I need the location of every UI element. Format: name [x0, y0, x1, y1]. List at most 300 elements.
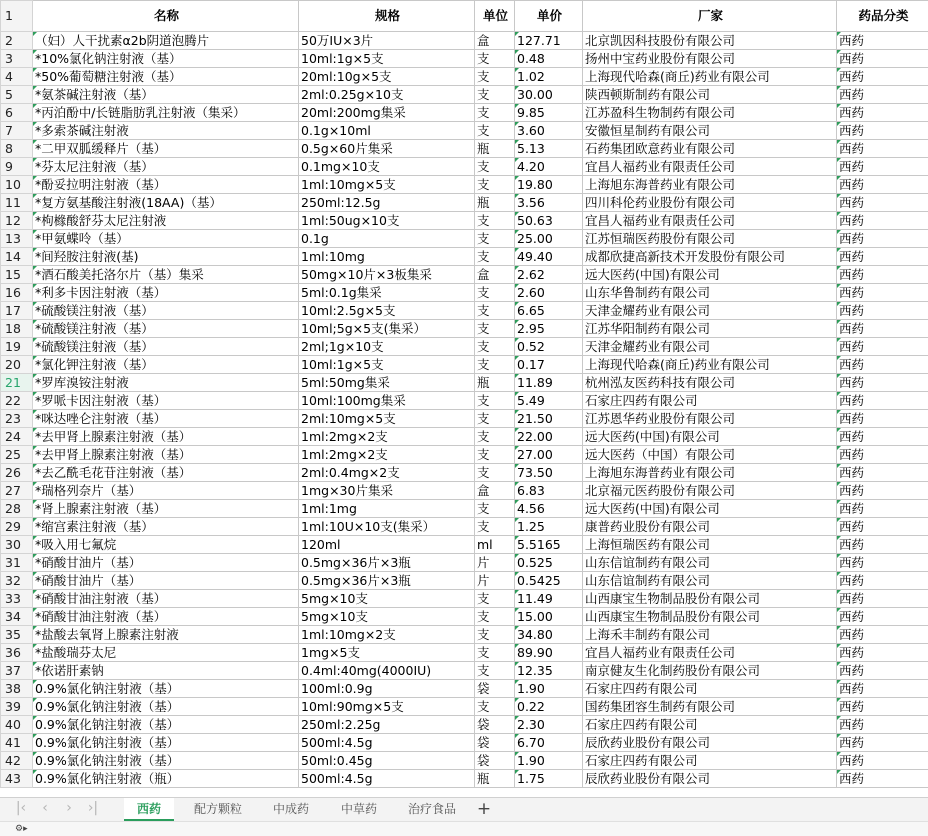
cell-price[interactable]: 5.5165: [515, 536, 583, 554]
cell-name[interactable]: *酚妥拉明注射液（基）: [33, 176, 299, 194]
last-sheet-icon[interactable]: ›|: [86, 800, 100, 816]
cell-spec[interactable]: 1ml:2mg×2支: [299, 428, 475, 446]
cell-name[interactable]: *硫酸镁注射液（基）: [33, 338, 299, 356]
cell-category[interactable]: 西药: [837, 626, 928, 644]
cell-maker[interactable]: 石家庄四药有限公司: [583, 752, 837, 770]
cell-spec[interactable]: 5mg×10支: [299, 608, 475, 626]
cell-unit[interactable]: 片: [475, 554, 515, 572]
cell-name[interactable]: *枸橼酸舒芬太尼注射液: [33, 212, 299, 230]
row-header[interactable]: 8: [1, 140, 33, 158]
cell-maker[interactable]: 扬州中宝药业股份有限公司: [583, 50, 837, 68]
cell-price[interactable]: 0.525: [515, 554, 583, 572]
cell-unit[interactable]: 支: [475, 392, 515, 410]
row-header[interactable]: 11: [1, 194, 33, 212]
cell-maker[interactable]: 上海禾丰制药有限公司: [583, 626, 837, 644]
cell-spec[interactable]: 0.1mg×10支: [299, 158, 475, 176]
row-header[interactable]: 32: [1, 572, 33, 590]
cell-unit[interactable]: 支: [475, 230, 515, 248]
cell-name[interactable]: *复方氨基酸注射液(18AA)（基）: [33, 194, 299, 212]
cell-name[interactable]: （妇）人干扰素α2b阴道泡腾片: [33, 32, 299, 50]
cell-name[interactable]: *间羟胺注射液(基): [33, 248, 299, 266]
row-header[interactable]: 23: [1, 410, 33, 428]
cell-unit[interactable]: 瓶: [475, 374, 515, 392]
cell-maker[interactable]: 石药集团欧意药业有限公司: [583, 140, 837, 158]
cell-category[interactable]: 西药: [837, 122, 928, 140]
cell-price[interactable]: 49.40: [515, 248, 583, 266]
cell-spec[interactable]: 0.5g×60片集采: [299, 140, 475, 158]
cell-maker[interactable]: 江苏华阳制药有限公司: [583, 320, 837, 338]
cell-maker[interactable]: 上海现代哈森(商丘)药业有限公司: [583, 68, 837, 86]
cell-category[interactable]: 西药: [837, 86, 928, 104]
cell-unit[interactable]: 支: [475, 464, 515, 482]
cell-name[interactable]: *硝酸甘油注射液（基）: [33, 608, 299, 626]
cell-unit[interactable]: 支: [475, 68, 515, 86]
cell-category[interactable]: 西药: [837, 752, 928, 770]
header-cell-spec[interactable]: 规格: [299, 1, 475, 32]
cell-price[interactable]: 1.25: [515, 518, 583, 536]
row-header[interactable]: 30: [1, 536, 33, 554]
row-header[interactable]: 37: [1, 662, 33, 680]
cell-category[interactable]: 西药: [837, 428, 928, 446]
cell-category[interactable]: 西药: [837, 248, 928, 266]
prev-sheet-icon[interactable]: ‹: [38, 800, 52, 816]
cell-maker[interactable]: 南京健友生化制药股份有限公司: [583, 662, 837, 680]
cell-maker[interactable]: 陕西顿斯制药有限公司: [583, 86, 837, 104]
cell-category[interactable]: 西药: [837, 482, 928, 500]
cell-name[interactable]: *依诺肝素钠: [33, 662, 299, 680]
cell-maker[interactable]: 山西康宝生物制品股份有限公司: [583, 590, 837, 608]
cell-maker[interactable]: 山东华鲁制药有限公司: [583, 284, 837, 302]
cell-category[interactable]: 西药: [837, 392, 928, 410]
cell-spec[interactable]: 50mg×10片×3板集采: [299, 266, 475, 284]
cell-unit[interactable]: 支: [475, 608, 515, 626]
cell-spec[interactable]: 10ml;5g×5支(集采）: [299, 320, 475, 338]
cell-unit[interactable]: 瓶: [475, 140, 515, 158]
cell-unit[interactable]: 支: [475, 302, 515, 320]
cell-name[interactable]: *硫酸镁注射液（基）: [33, 302, 299, 320]
row-header[interactable]: 36: [1, 644, 33, 662]
cell-maker[interactable]: 远大医药(中国)有限公司: [583, 428, 837, 446]
cell-spec[interactable]: 2ml:10mg×5支: [299, 410, 475, 428]
row-header[interactable]: 9: [1, 158, 33, 176]
cell-category[interactable]: 西药: [837, 194, 928, 212]
cell-maker[interactable]: 北京福元医药股份有限公司: [583, 482, 837, 500]
cell-category[interactable]: 西药: [837, 608, 928, 626]
cell-category[interactable]: 西药: [837, 158, 928, 176]
cell-unit[interactable]: 支: [475, 428, 515, 446]
cell-price[interactable]: 6.65: [515, 302, 583, 320]
cell-maker[interactable]: 江苏恒瑞医药股份有限公司: [583, 230, 837, 248]
cell-price[interactable]: 2.60: [515, 284, 583, 302]
cell-spec[interactable]: 5ml:50mg集采: [299, 374, 475, 392]
cell-spec[interactable]: 500ml:4.5g: [299, 734, 475, 752]
cell-spec[interactable]: 10ml:1g×5支: [299, 356, 475, 374]
cell-price[interactable]: 0.52: [515, 338, 583, 356]
cell-spec[interactable]: 1ml:50ug×10支: [299, 212, 475, 230]
cell-category[interactable]: 西药: [837, 284, 928, 302]
cell-maker[interactable]: 江苏盈科生物制药有限公司: [583, 104, 837, 122]
tab-peifang-keli[interactable]: 配方颗粒: [188, 798, 248, 821]
cell-category[interactable]: 西药: [837, 410, 928, 428]
row-header[interactable]: 29: [1, 518, 33, 536]
cell-unit[interactable]: 支: [475, 212, 515, 230]
row-header[interactable]: 1: [1, 1, 33, 32]
cell-name[interactable]: *去乙酰毛花苷注射液（基）: [33, 464, 299, 482]
cell-name[interactable]: *丙泊酚中/长链脂肪乳注射液（集采）: [33, 104, 299, 122]
row-header[interactable]: 43: [1, 770, 33, 788]
row-header[interactable]: 19: [1, 338, 33, 356]
row-header[interactable]: 14: [1, 248, 33, 266]
cell-unit[interactable]: 片: [475, 572, 515, 590]
cell-price[interactable]: 6.70: [515, 734, 583, 752]
cell-price[interactable]: 1.90: [515, 752, 583, 770]
cell-spec[interactable]: 50ml:0.45g: [299, 752, 475, 770]
row-header[interactable]: 28: [1, 500, 33, 518]
cell-category[interactable]: 西药: [837, 212, 928, 230]
cell-maker[interactable]: 北京凯因科技股份有限公司: [583, 32, 837, 50]
tab-xiyao[interactable]: 西药: [124, 798, 174, 821]
cell-spec[interactable]: 10ml:90mg×5支: [299, 698, 475, 716]
cell-category[interactable]: 西药: [837, 680, 928, 698]
cell-unit[interactable]: 支: [475, 248, 515, 266]
row-header[interactable]: 27: [1, 482, 33, 500]
cell-category[interactable]: 西药: [837, 518, 928, 536]
cell-name[interactable]: 0.9%氯化钠注射液（基）: [33, 752, 299, 770]
cell-maker[interactable]: 石家庄四药有限公司: [583, 392, 837, 410]
cell-price[interactable]: 1.02: [515, 68, 583, 86]
cell-maker[interactable]: 石家庄四药有限公司: [583, 716, 837, 734]
row-header[interactable]: 22: [1, 392, 33, 410]
cell-spec[interactable]: 0.5mg×36片×3瓶: [299, 554, 475, 572]
cell-price[interactable]: 1.75: [515, 770, 583, 788]
cell-category[interactable]: 西药: [837, 338, 928, 356]
cell-maker[interactable]: 山东信谊制药有限公司: [583, 572, 837, 590]
cell-name[interactable]: *咪达唑仑注射液（基）: [33, 410, 299, 428]
cell-price[interactable]: 34.80: [515, 626, 583, 644]
cell-maker[interactable]: 远大医药(中国)有限公司: [583, 500, 837, 518]
cell-price[interactable]: 4.20: [515, 158, 583, 176]
cell-maker[interactable]: 成都欣捷高新技术开发股份有限公司: [583, 248, 837, 266]
cell-name[interactable]: *盐酸瑞芬太尼: [33, 644, 299, 662]
cell-unit[interactable]: 支: [475, 644, 515, 662]
cell-unit[interactable]: 袋: [475, 752, 515, 770]
row-header[interactable]: 12: [1, 212, 33, 230]
row-header[interactable]: 33: [1, 590, 33, 608]
cell-name[interactable]: *肾上腺素注射液（基）: [33, 500, 299, 518]
cell-name[interactable]: *10%氯化钠注射液（基）: [33, 50, 299, 68]
cell-unit[interactable]: 支: [475, 104, 515, 122]
cell-maker[interactable]: 上海旭东海普药业有限公司: [583, 464, 837, 482]
cell-category[interactable]: 西药: [837, 320, 928, 338]
cell-price[interactable]: 5.49: [515, 392, 583, 410]
cell-category[interactable]: 西药: [837, 266, 928, 284]
cell-spec[interactable]: 1ml:2mg×2支: [299, 446, 475, 464]
cell-price[interactable]: 4.56: [515, 500, 583, 518]
cell-spec[interactable]: 120ml: [299, 536, 475, 554]
cell-price[interactable]: 21.50: [515, 410, 583, 428]
cell-category[interactable]: 西药: [837, 572, 928, 590]
row-header[interactable]: 7: [1, 122, 33, 140]
cell-unit[interactable]: 瓶: [475, 194, 515, 212]
cell-category[interactable]: 西药: [837, 446, 928, 464]
cell-unit[interactable]: 支: [475, 356, 515, 374]
cell-name[interactable]: 0.9%氯化钠注射液（基）: [33, 698, 299, 716]
cell-price[interactable]: 50.63: [515, 212, 583, 230]
cell-spec[interactable]: 1ml:10mg×2支: [299, 626, 475, 644]
cell-unit[interactable]: 支: [475, 284, 515, 302]
row-header[interactable]: 38: [1, 680, 33, 698]
cell-price[interactable]: 5.13: [515, 140, 583, 158]
row-header[interactable]: 21: [1, 374, 33, 392]
row-header[interactable]: 34: [1, 608, 33, 626]
cell-spec[interactable]: 5ml:0.1g集采: [299, 284, 475, 302]
cell-spec[interactable]: 250ml:12.5g: [299, 194, 475, 212]
cell-price[interactable]: 22.00: [515, 428, 583, 446]
cell-name[interactable]: *二甲双胍缓释片（基）: [33, 140, 299, 158]
row-header[interactable]: 10: [1, 176, 33, 194]
cell-category[interactable]: 西药: [837, 734, 928, 752]
cell-price[interactable]: 89.90: [515, 644, 583, 662]
cell-price[interactable]: 0.5425: [515, 572, 583, 590]
cell-unit[interactable]: 支: [475, 320, 515, 338]
cell-name[interactable]: *甲氨蝶呤（基）: [33, 230, 299, 248]
cell-maker[interactable]: 安徽恒星制药有限公司: [583, 122, 837, 140]
cell-spec[interactable]: 1mg×5支: [299, 644, 475, 662]
cell-name[interactable]: *氯化钾注射液（基）: [33, 356, 299, 374]
cell-category[interactable]: 西药: [837, 68, 928, 86]
cell-category[interactable]: 西药: [837, 50, 928, 68]
cell-price[interactable]: 19.80: [515, 176, 583, 194]
cell-spec[interactable]: 10ml:1g×5支: [299, 50, 475, 68]
header-cell-price[interactable]: 单价: [515, 1, 583, 32]
cell-spec[interactable]: 2ml;1g×10支: [299, 338, 475, 356]
cell-unit[interactable]: 袋: [475, 716, 515, 734]
cell-price[interactable]: 27.00: [515, 446, 583, 464]
cell-category[interactable]: 西药: [837, 104, 928, 122]
row-header[interactable]: 35: [1, 626, 33, 644]
cell-maker[interactable]: 上海现代哈森(商丘)药业有限公司: [583, 356, 837, 374]
cell-spec[interactable]: 1ml:10U×10支(集采）: [299, 518, 475, 536]
cell-category[interactable]: 西药: [837, 644, 928, 662]
cell-name[interactable]: 0.9%氯化钠注射液（瓶）: [33, 770, 299, 788]
row-header[interactable]: 31: [1, 554, 33, 572]
row-header[interactable]: 15: [1, 266, 33, 284]
cell-spec[interactable]: 1ml:10mg: [299, 248, 475, 266]
cell-price[interactable]: 11.49: [515, 590, 583, 608]
cell-spec[interactable]: 2ml:0.25g×10支: [299, 86, 475, 104]
row-header[interactable]: 42: [1, 752, 33, 770]
cell-price[interactable]: 0.17: [515, 356, 583, 374]
cell-maker[interactable]: 江苏恩华药业股份有限公司: [583, 410, 837, 428]
cell-spec[interactable]: 1ml:1mg: [299, 500, 475, 518]
cell-name[interactable]: *硝酸甘油注射液（基）: [33, 590, 299, 608]
cell-name[interactable]: 0.9%氯化钠注射液（基）: [33, 680, 299, 698]
cell-maker[interactable]: 石家庄四药有限公司: [583, 680, 837, 698]
cell-unit[interactable]: 盒: [475, 32, 515, 50]
cell-name[interactable]: *多索茶碱注射液: [33, 122, 299, 140]
cell-unit[interactable]: 瓶: [475, 770, 515, 788]
cell-spec[interactable]: 20ml:10g×5支: [299, 68, 475, 86]
cell-maker[interactable]: 上海恒瑞医药有限公司: [583, 536, 837, 554]
cell-name[interactable]: *芬太尼注射液（基）: [33, 158, 299, 176]
first-sheet-icon[interactable]: |‹: [14, 800, 28, 816]
cell-category[interactable]: 西药: [837, 176, 928, 194]
cell-category[interactable]: 西药: [837, 356, 928, 374]
cell-unit[interactable]: 盒: [475, 266, 515, 284]
row-header[interactable]: 4: [1, 68, 33, 86]
cell-name[interactable]: *硝酸甘油片（基）: [33, 572, 299, 590]
cell-spec[interactable]: 5mg×10支: [299, 590, 475, 608]
row-header[interactable]: 3: [1, 50, 33, 68]
row-header[interactable]: 5: [1, 86, 33, 104]
row-header[interactable]: 16: [1, 284, 33, 302]
cell-category[interactable]: 西药: [837, 374, 928, 392]
cell-maker[interactable]: 远大医药（中国）有限公司: [583, 446, 837, 464]
cell-spec[interactable]: 0.1g: [299, 230, 475, 248]
cell-maker[interactable]: 山东信谊制药有限公司: [583, 554, 837, 572]
cell-name[interactable]: 0.9%氯化钠注射液（基）: [33, 716, 299, 734]
cell-unit[interactable]: 支: [475, 86, 515, 104]
cell-spec[interactable]: 0.1g×10ml: [299, 122, 475, 140]
cell-spec[interactable]: 500ml:4.5g: [299, 770, 475, 788]
row-header[interactable]: 41: [1, 734, 33, 752]
cell-unit[interactable]: 支: [475, 176, 515, 194]
cell-unit[interactable]: 盒: [475, 482, 515, 500]
cell-maker[interactable]: 康普药业股份有限公司: [583, 518, 837, 536]
cell-maker[interactable]: 宜昌人福药业有限责任公司: [583, 158, 837, 176]
cell-maker[interactable]: 宜昌人福药业有限责任公司: [583, 212, 837, 230]
cell-category[interactable]: 西药: [837, 500, 928, 518]
header-cell-maker[interactable]: 厂家: [583, 1, 837, 32]
cell-price[interactable]: 6.83: [515, 482, 583, 500]
row-header[interactable]: 25: [1, 446, 33, 464]
cell-category[interactable]: 西药: [837, 140, 928, 158]
cell-name[interactable]: *50%葡萄糖注射液（基）: [33, 68, 299, 86]
cell-unit[interactable]: 支: [475, 662, 515, 680]
cell-price[interactable]: 11.89: [515, 374, 583, 392]
cell-spec[interactable]: 1ml:10mg×5支: [299, 176, 475, 194]
row-header[interactable]: 17: [1, 302, 33, 320]
cell-maker[interactable]: 远大医药(中国)有限公司: [583, 266, 837, 284]
cell-unit[interactable]: 支: [475, 518, 515, 536]
cell-unit[interactable]: 支: [475, 698, 515, 716]
cell-price[interactable]: 30.00: [515, 86, 583, 104]
cell-name[interactable]: 0.9%氯化钠注射液（基）: [33, 734, 299, 752]
cell-price[interactable]: 73.50: [515, 464, 583, 482]
cell-maker[interactable]: 山西康宝生物制品股份有限公司: [583, 608, 837, 626]
cell-price[interactable]: 2.30: [515, 716, 583, 734]
header-cell-category[interactable]: 药品分类: [837, 1, 928, 32]
header-cell-unit[interactable]: 单位: [475, 1, 515, 32]
cell-maker[interactable]: 辰欣药业股份有限公司: [583, 770, 837, 788]
cell-unit[interactable]: 支: [475, 500, 515, 518]
cell-spec[interactable]: 10ml:2.5g×5支: [299, 302, 475, 320]
cell-unit[interactable]: 支: [475, 410, 515, 428]
cell-spec[interactable]: 100ml:0.9g: [299, 680, 475, 698]
cell-price[interactable]: 2.95: [515, 320, 583, 338]
row-header[interactable]: 24: [1, 428, 33, 446]
cell-category[interactable]: 西药: [837, 698, 928, 716]
cell-name[interactable]: *去甲肾上腺素注射液（基）: [33, 428, 299, 446]
cell-maker[interactable]: 天津金耀药业有限公司: [583, 302, 837, 320]
cell-category[interactable]: 西药: [837, 302, 928, 320]
cell-price[interactable]: 25.00: [515, 230, 583, 248]
cell-name[interactable]: *酒石酸美托洛尔片（基）集采: [33, 266, 299, 284]
cell-price[interactable]: 0.48: [515, 50, 583, 68]
cell-name[interactable]: *罗哌卡因注射液（基）: [33, 392, 299, 410]
cell-price[interactable]: 1.90: [515, 680, 583, 698]
cell-maker[interactable]: 上海旭东海普药业有限公司: [583, 176, 837, 194]
cell-name[interactable]: *去甲肾上腺素注射液（基）: [33, 446, 299, 464]
cell-spec[interactable]: 10ml:100mg集采: [299, 392, 475, 410]
cell-category[interactable]: 西药: [837, 716, 928, 734]
header-cell-name[interactable]: 名称: [33, 1, 299, 32]
cell-maker[interactable]: 天津金耀药业有限公司: [583, 338, 837, 356]
cell-name[interactable]: *瑞格列奈片（基）: [33, 482, 299, 500]
cell-unit[interactable]: 支: [475, 50, 515, 68]
cell-price[interactable]: 12.35: [515, 662, 583, 680]
cell-unit[interactable]: 袋: [475, 734, 515, 752]
row-header[interactable]: 20: [1, 356, 33, 374]
cell-maker[interactable]: 国药集团容生制药有限公司: [583, 698, 837, 716]
row-header[interactable]: 18: [1, 320, 33, 338]
row-header[interactable]: 26: [1, 464, 33, 482]
cell-name[interactable]: *硫酸镁注射液（基）: [33, 320, 299, 338]
cell-price[interactable]: 3.56: [515, 194, 583, 212]
next-sheet-icon[interactable]: ›: [62, 800, 76, 816]
cell-unit[interactable]: 支: [475, 158, 515, 176]
cell-price[interactable]: 15.00: [515, 608, 583, 626]
cell-spec[interactable]: 0.5mg×36片×3瓶: [299, 572, 475, 590]
row-header[interactable]: 6: [1, 104, 33, 122]
cell-unit[interactable]: 支: [475, 626, 515, 644]
cell-maker[interactable]: 杭州泓友医药科技有限公司: [583, 374, 837, 392]
row-header[interactable]: 2: [1, 32, 33, 50]
cell-unit[interactable]: 支: [475, 338, 515, 356]
cell-spec[interactable]: 1mg×30片集采: [299, 482, 475, 500]
cell-spec[interactable]: 250ml:2.25g: [299, 716, 475, 734]
cell-name[interactable]: *氨茶碱注射液（基）: [33, 86, 299, 104]
cell-unit[interactable]: ml: [475, 536, 515, 554]
cell-category[interactable]: 西药: [837, 770, 928, 788]
cell-spec[interactable]: 20ml:200mg集采: [299, 104, 475, 122]
cell-category[interactable]: 西药: [837, 536, 928, 554]
cell-category[interactable]: 西药: [837, 590, 928, 608]
cell-name[interactable]: *吸入用七氟烷: [33, 536, 299, 554]
cell-unit[interactable]: 支: [475, 122, 515, 140]
cell-category[interactable]: 西药: [837, 464, 928, 482]
cell-maker[interactable]: 宜昌人福药业有限责任公司: [583, 644, 837, 662]
cell-category[interactable]: 西药: [837, 662, 928, 680]
row-header[interactable]: 13: [1, 230, 33, 248]
tab-zhongchengyao[interactable]: 中成药: [262, 798, 320, 821]
tab-zhongcaoyao[interactable]: 中草药: [334, 798, 384, 821]
cell-spec[interactable]: 2ml:0.4mg×2支: [299, 464, 475, 482]
cell-category[interactable]: 西药: [837, 32, 928, 50]
macro-icon[interactable]: ⚙▸: [15, 824, 28, 834]
cell-price[interactable]: 2.62: [515, 266, 583, 284]
cell-price[interactable]: 0.22: [515, 698, 583, 716]
cell-name[interactable]: *利多卡因注射液（基）: [33, 284, 299, 302]
cell-maker[interactable]: 四川科伦药业股份有限公司: [583, 194, 837, 212]
cell-name[interactable]: *缩宫素注射液（基）: [33, 518, 299, 536]
cell-name[interactable]: *硝酸甘油片（基）: [33, 554, 299, 572]
add-sheet-icon[interactable]: +: [474, 798, 494, 821]
cell-unit[interactable]: 支: [475, 590, 515, 608]
cell-price[interactable]: 127.71: [515, 32, 583, 50]
cell-maker[interactable]: 辰欣药业股份有限公司: [583, 734, 837, 752]
cell-category[interactable]: 西药: [837, 554, 928, 572]
